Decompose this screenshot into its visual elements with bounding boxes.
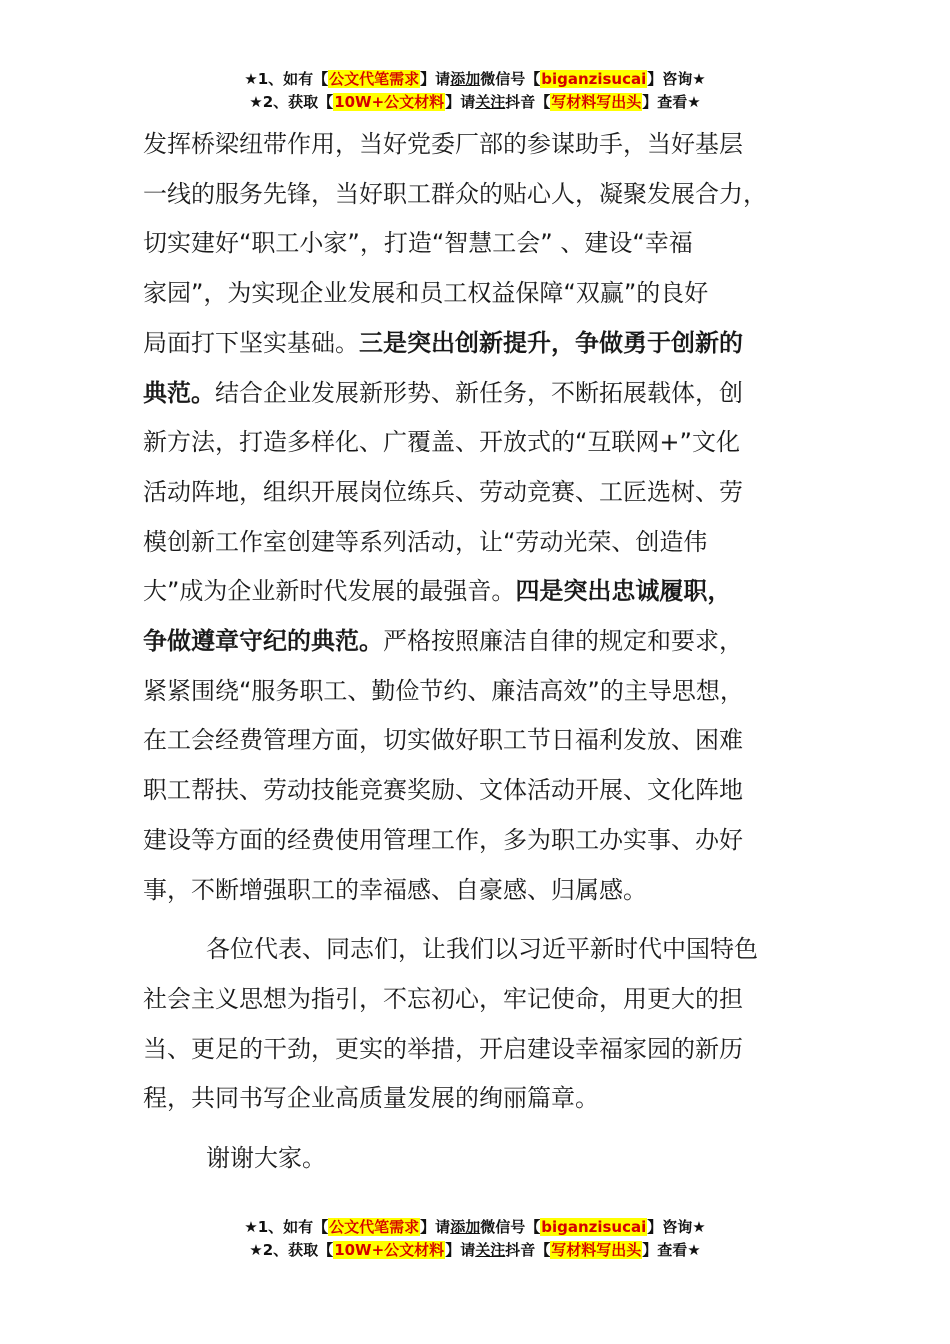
banner-line-2 [0, 1239, 950, 1262]
paragraph-closing [143, 1134, 805, 1184]
banner-text: 】请 [420, 1218, 451, 1236]
text-run: 局面打下坚实基础。 [143, 328, 359, 357]
text-run: 严格按照廉洁自律的规定和要求， [383, 627, 743, 656]
text-line: 事，不断增强职工的幸福感、自豪感、归属感。 [143, 875, 647, 904]
banner-highlight: 10W+公文材料 [334, 1241, 445, 1259]
text-line: 紧紧围绕“服务职工、勤俭节约、廉洁高效”的主导思想， [143, 676, 744, 705]
banner-highlight: biganzisucai [541, 1218, 647, 1236]
banner-text: 微信号【 [480, 70, 541, 88]
banner-highlight: 公文代笔需求 [329, 70, 420, 88]
text-line [143, 379, 743, 407]
text-line: 切实建好“职工小家”，打造“智慧工会” 、建设“幸福 [143, 229, 693, 258]
text-line [143, 329, 743, 357]
banner-text: 】咨询★ [647, 70, 706, 88]
banner-underline: 关注 [475, 93, 506, 111]
banner-text: 微信号【 [480, 1218, 541, 1236]
banner-line-1 [0, 1216, 950, 1239]
bold-heading: 三是突出创新提升，争做勇于创新的 [359, 328, 743, 357]
banner-highlight: 公文代笔需求 [329, 1218, 420, 1236]
text-line: 一线的服务先锋，当好职工群众的贴心人，凝聚发展合力， [143, 179, 767, 208]
banner-line-2 [0, 91, 950, 114]
text-line: 在工会经费管理方面，切实做好职工节日福利发放、困难 [143, 726, 743, 755]
banner-text: ★1、如有【 [244, 1218, 329, 1236]
banner-highlight: 写材料写出头 [551, 1241, 642, 1259]
bold-heading: 争做遵章守纪的典范。 [143, 627, 383, 656]
banner-underline: 添加 [450, 70, 481, 88]
banner-text: 】请 [445, 1241, 476, 1259]
banner-highlight: biganzisucai [541, 70, 647, 88]
document-body [143, 120, 805, 1184]
banner-text: 】咨询★ [647, 1218, 706, 1236]
text-line [143, 627, 743, 655]
banner-line-1 [0, 68, 950, 91]
text-line: 模创新工作室创建等系列活动，让“劳动光荣、创造伟 [143, 527, 708, 556]
text-run: 结合企业发展新形势、新任务，不断拓展载体，创 [215, 378, 743, 407]
banner-text: 】请 [445, 93, 476, 111]
text-line: 各位代表、同志们，让我们以习近平新时代中国特色 [206, 935, 758, 964]
banner-text: 】查看★ [642, 1241, 701, 1259]
header-banner [0, 68, 950, 114]
text-line [143, 577, 731, 605]
paragraph-2 [143, 925, 805, 1124]
banner-text: 】查看★ [642, 93, 701, 111]
footer-banner [0, 1216, 950, 1262]
text-line: 当、更足的干劲，更实的举措，开启建设幸福家园的新历 [143, 1034, 743, 1063]
text-line: 社会主义思想为指引，不忘初心，牢记使命，用更大的担 [143, 984, 743, 1013]
bold-heading: 典范。 [143, 378, 215, 407]
text-line: 家园”，为实现企业发展和员工权益保障“双赢”的良好 [143, 279, 709, 308]
text-line: 程，共同书写企业高质量发展的绚丽篇章。 [143, 1084, 599, 1113]
text-line: 新方法，打造多样化、广覆盖、开放式的“互联网+”文化 [143, 428, 740, 457]
banner-text: ★2、获取【 [249, 1241, 334, 1259]
paragraph-1 [143, 120, 805, 915]
banner-text: 】请 [420, 70, 451, 88]
text-line: 发挥桥梁纽带作用，当好党委厂部的参谋助手，当好基层 [143, 130, 743, 158]
banner-text: 抖音【 [505, 93, 551, 111]
text-line: 职工帮扶、劳动技能竞赛奖励、文体活动开展、文化阵地 [143, 776, 743, 805]
text-line: 建设等方面的经费使用管理工作，多为职工办实事、办好 [143, 825, 743, 854]
banner-highlight: 10W+公文材料 [334, 93, 445, 111]
text-line: 活动阵地，组织开展岗位练兵、劳动竞赛、工匠选树、劳 [143, 477, 743, 506]
banner-text: 抖音【 [505, 1241, 551, 1259]
banner-highlight: 写材料写出头 [551, 93, 642, 111]
text-run: 大”成为企业新时代发展的最强音。 [143, 577, 516, 606]
banner-underline: 关注 [475, 1241, 506, 1259]
banner-underline: 添加 [450, 1218, 481, 1236]
text-line: 谢谢大家。 [206, 1144, 326, 1173]
banner-text: ★1、如有【 [244, 70, 329, 88]
bold-heading: 四是突出忠诚履职， [515, 577, 732, 606]
banner-text: ★2、获取【 [249, 93, 334, 111]
